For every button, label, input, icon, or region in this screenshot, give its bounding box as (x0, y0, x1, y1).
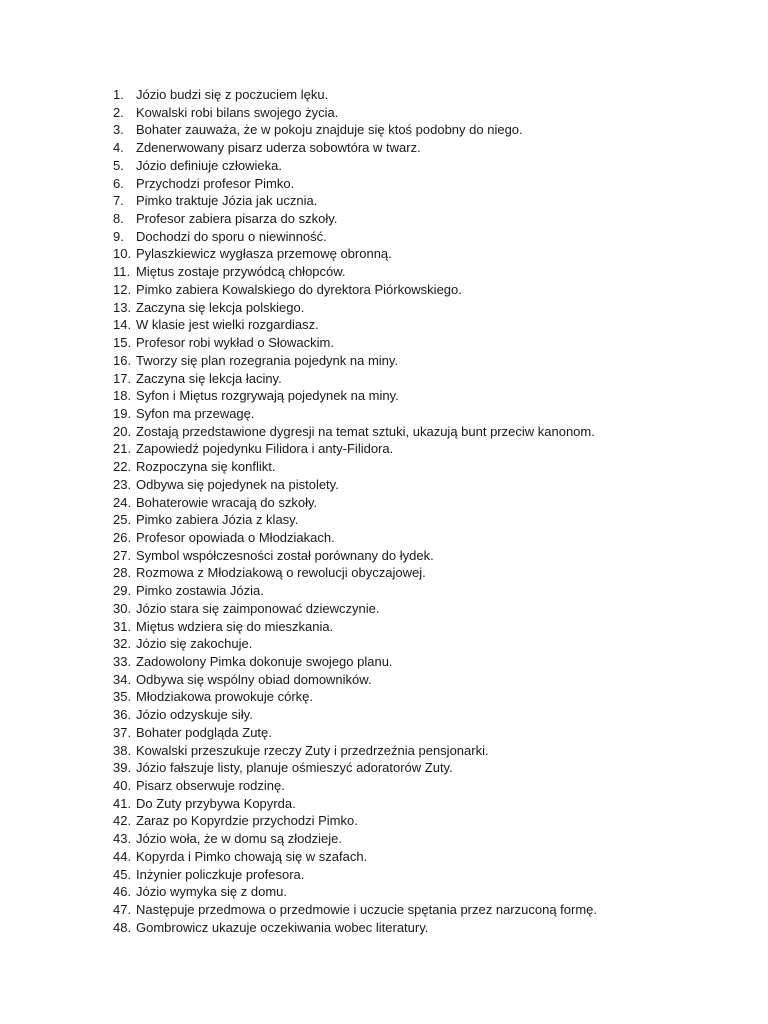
list-item (113, 919, 597, 937)
list-item-text: Miętus zostaje przywódcą chłopców. (136, 264, 346, 280)
list-item (113, 281, 597, 299)
numbered-list (113, 86, 597, 937)
list-item (113, 228, 597, 246)
list-item (113, 582, 597, 600)
list-item (113, 494, 597, 512)
list-item (113, 316, 597, 334)
list-item-number: 38. (113, 742, 132, 758)
list-item-text: Józio budzi się z poczuciem lęku. (136, 87, 329, 102)
list-item (113, 86, 597, 104)
list-item (113, 104, 597, 122)
list-item-number: 45. (113, 866, 132, 882)
list-item (113, 511, 597, 529)
list-item-number: 41. (113, 795, 132, 811)
list-item (113, 901, 597, 919)
list-item-number: 13. (113, 299, 132, 315)
list-item (113, 866, 597, 884)
list-item-text: Józio fałszuje listy, planuje ośmieszyć adoratorów Zuty. (136, 760, 453, 776)
list-item (113, 370, 597, 388)
list-item-number: 8. (113, 211, 124, 227)
list-item-number: 18. (113, 388, 132, 404)
list-item-text: Józio woła, że w domu są złodzieje. (136, 831, 342, 847)
list-item (113, 476, 597, 494)
list-item-number: 20. (113, 423, 132, 439)
list-item-text: Pimko zabiera Józia z klasy. (136, 512, 299, 528)
list-item-number: 17. (113, 370, 132, 386)
list-item-text: Następuje przedmowa o przedmowie i uczucie spętania przez narzuconą formę. (136, 902, 598, 918)
list-item-number: 15. (113, 335, 132, 351)
list-item (113, 671, 597, 689)
list-item (113, 777, 597, 795)
list-item (113, 618, 597, 636)
list-item (113, 440, 597, 458)
list-item-text: Profesor zabiera pisarza do szkoły. (136, 211, 338, 227)
list-item-text: Rozpoczyna się konflikt. (136, 459, 276, 475)
list-item-number: 36. (113, 707, 132, 723)
list-item (113, 706, 597, 724)
list-item (113, 812, 597, 830)
list-item-text: Józio wymyka się z domu. (136, 884, 287, 900)
list-item-text: Symbol współczesności został porównany do łydek. (136, 547, 434, 563)
list-item (113, 175, 597, 193)
list-item-number: 1. (113, 87, 124, 102)
list-item-text: Pimko zostawia Józia. (136, 583, 264, 599)
list-item-text: Inżynier policzkuje profesora. (136, 866, 305, 882)
list-item (113, 352, 597, 370)
list-item-number: 37. (113, 724, 132, 740)
list-item-text: Przychodzi profesor Pimko. (136, 175, 295, 191)
list-item-number: 44. (113, 848, 132, 864)
list-item-text: Józio definiuje człowieka. (136, 157, 282, 173)
list-item-text: Pylaszkiewicz wygłasza przemowę obronną. (136, 246, 392, 262)
list-item-text: Młodziakowa prowokuje córkę. (136, 689, 314, 705)
list-item-number: 28. (113, 565, 132, 581)
list-item-text: Kowalski przeszukuje rzeczy Zuty i przedrzeźnia pensjonarki. (136, 742, 489, 758)
list-item-number: 35. (113, 689, 132, 705)
list-item-text: Pisarz obserwuje rodzinę. (136, 778, 285, 794)
list-item (113, 848, 597, 866)
list-item-number: 4. (113, 140, 124, 156)
list-item (113, 157, 597, 175)
list-item (113, 724, 597, 742)
list-item-text: Józio się zakochuje. (136, 636, 253, 652)
list-item-number: 2. (113, 104, 124, 120)
list-item (113, 387, 597, 405)
list-item-text: Zaczyna się lekcja łaciny. (136, 370, 282, 386)
list-item (113, 795, 597, 813)
list-item (113, 458, 597, 476)
list-item (113, 192, 597, 210)
list-item (113, 653, 597, 671)
list-item-number: 25. (113, 512, 132, 528)
list-item (113, 299, 597, 317)
list-item (113, 564, 597, 582)
list-item-text: Odbywa się wspólny obiad domowników. (136, 671, 372, 687)
list-item-text: Miętus wdziera się do mieszkania. (136, 618, 334, 634)
list-item-text: Zdenerwowany pisarz uderza sobowtóra w twarz. (136, 140, 421, 156)
list-item-text: Rozmowa z Młodziakową o rewolucji obyczajowej. (136, 565, 426, 581)
list-item-text: Pimko zabiera Kowalskiego do dyrektora Piórkowskiego. (136, 281, 462, 297)
list-item-text: Zaraz po Kopyrdzie przychodzi Pimko. (136, 813, 358, 829)
list-item-number: 33. (113, 654, 132, 669)
list-item-number: 14. (113, 317, 132, 333)
list-item-text: Bohater podgląda Zutę. (136, 724, 272, 740)
list-item-number: 5. (113, 157, 124, 173)
list-item-text: Dochodzi do sporu o niewinność. (136, 228, 327, 244)
list-item-number: 40. (113, 778, 132, 794)
list-item-number: 31. (113, 618, 132, 634)
list-item-number: 42. (113, 813, 132, 829)
list-item-text: Zostają przedstawione dygresji na temat sztuki, ukazują bunt przeciw kanonom. (136, 423, 595, 439)
list-item-number: 11. (113, 264, 131, 280)
list-item-text: Bohater zauważa, że w pokoju znajduje się ktoś podobny do niego. (136, 122, 523, 138)
list-item (113, 742, 597, 760)
list-item (113, 688, 597, 706)
list-item (113, 883, 597, 901)
list-item-text: Józio odzyskuje siły. (136, 707, 253, 723)
list-item-text: Kopyrda i Pimko chowają się w szafach. (136, 848, 368, 864)
list-item (113, 547, 597, 565)
list-item (113, 121, 597, 139)
list-item (113, 600, 597, 618)
list-item-number: 27. (113, 547, 132, 563)
list-item-text: Syfon i Miętus rozgrywają pojedynek na miny. (136, 388, 399, 404)
list-item-number: 43. (113, 831, 132, 847)
list-item-text: Kowalski robi bilans swojego życia. (136, 104, 339, 120)
list-item-number: 9. (113, 228, 124, 244)
list-item-number: 6. (113, 175, 124, 191)
list-item-number: 47. (113, 902, 132, 918)
list-item-text: Tworzy się plan rozegrania pojedynk na miny. (136, 352, 399, 368)
list-item-number: 32. (113, 636, 132, 652)
list-item-text: Zapowiedź pojedynku Filidora i anty-Filidora. (136, 441, 394, 457)
list-item-number: 26. (113, 529, 132, 545)
list-item-text: Profesor robi wykład o Słowackim. (136, 335, 334, 351)
list-item-number: 10. (113, 246, 132, 262)
list-item-number: 30. (113, 600, 132, 616)
list-item (113, 263, 597, 281)
list-item (113, 830, 597, 848)
list-item-number: 29. (113, 583, 132, 599)
list-item (113, 245, 597, 263)
list-item-number: 34. (113, 671, 132, 687)
list-item-text: Zaczyna się lekcja polskiego. (136, 299, 305, 315)
list-item-text: Gombrowicz ukazuje oczekiwania wobec literatury. (136, 919, 429, 935)
list-item-number: 39. (113, 760, 132, 776)
list-item (113, 635, 597, 653)
list-item-number: 7. (113, 193, 124, 209)
list-item-text: Odbywa się pojedynek na pistolety. (136, 476, 339, 492)
list-item-number: 46. (113, 884, 132, 900)
list-item-number: 16. (113, 352, 132, 368)
list-item-text: Bohaterowie wracają do szkoły. (136, 494, 318, 510)
list-item-number: 23. (113, 476, 132, 492)
list-item-text: Profesor opowiada o Młodziakach. (136, 529, 335, 545)
list-item (113, 423, 597, 441)
list-item-number: 12. (113, 281, 132, 297)
list-item (113, 529, 597, 547)
list-item-text: Pimko traktuje Józia jak ucznia. (136, 193, 318, 209)
list-item (113, 334, 597, 352)
list-item-number: 24. (113, 494, 132, 510)
list-item-number: 21. (113, 441, 132, 457)
list-item-number: 48. (113, 919, 132, 935)
list-item-number: 22. (113, 459, 132, 475)
list-item-number: 19. (113, 405, 132, 421)
list-item-text: Józio stara się zaimponować dziewczynie. (136, 600, 380, 616)
list-item-text: W klasie jest wielki rozgardiasz. (136, 317, 319, 333)
list-item (113, 139, 597, 157)
list-item-text: Do Zuty przybywa Kopyrda. (136, 795, 296, 811)
list-item (113, 759, 597, 777)
list-item (113, 210, 597, 228)
list-item-number: 3. (113, 122, 124, 138)
list-item (113, 405, 597, 423)
list-item-text: Syfon ma przewagę. (136, 405, 255, 421)
list-item-text: Zadowolony Pimka dokonuje swojego planu. (136, 654, 393, 669)
